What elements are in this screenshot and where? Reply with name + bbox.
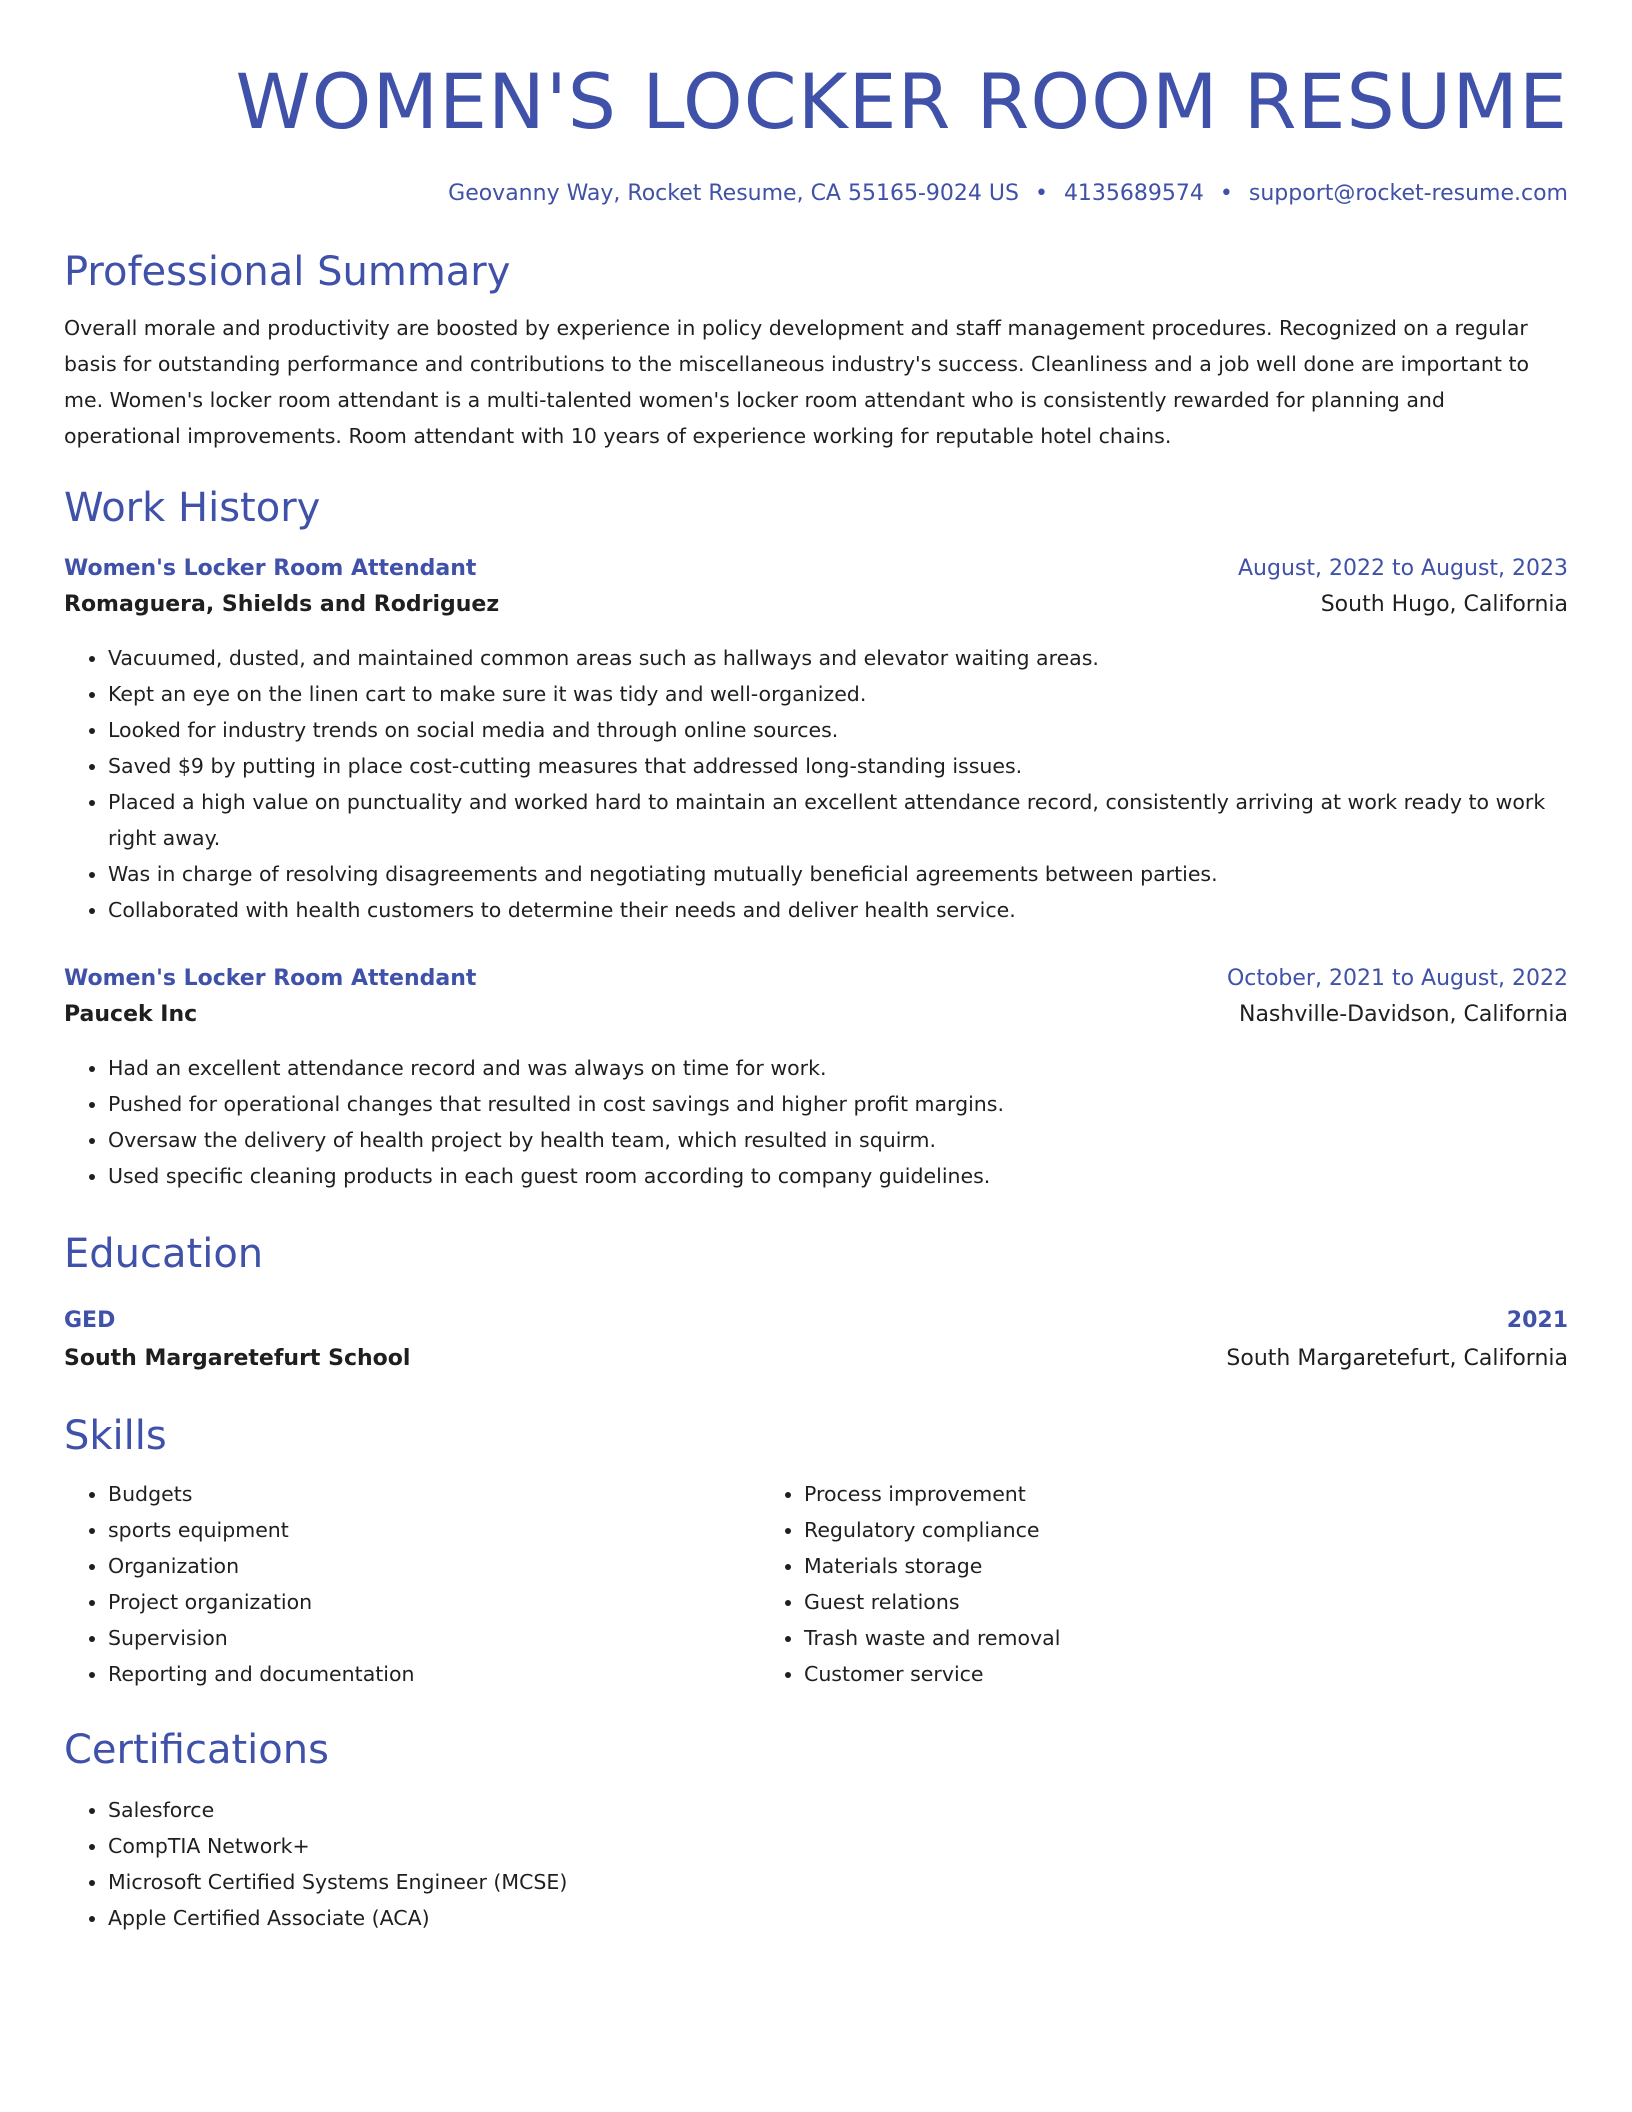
- education-entry: [64, 1302, 1568, 1378]
- list-item: • Pushed for operational changes that resulted in cost savings and higher profit margins.: [108, 1086, 1568, 1122]
- job-location: Nashville-Davidson, California: [1238, 1002, 1568, 1027]
- job-duties-list: [64, 1050, 1568, 1194]
- job-location: South Hugo, California: [1320, 592, 1568, 617]
- list-item: • Salesforce: [108, 1792, 1568, 1828]
- list-item: • Supervision: [108, 1620, 760, 1656]
- job-entry: [64, 552, 1568, 928]
- education-location: South Margaretefurt, California: [1226, 1346, 1568, 1371]
- list-item: • Placed a high value on punctuality and worked hard to maintain an excellent attendance record, consistently arriving at work ready to work right away.: [108, 784, 1568, 856]
- list-item: • Budgets: [108, 1476, 760, 1512]
- contact-email: support@rocket-resume.com: [1248, 181, 1568, 206]
- list-item: • Trash waste and removal: [804, 1620, 1456, 1656]
- contact-separator: •: [1034, 181, 1048, 206]
- education-header-row: [64, 1302, 1568, 1340]
- list-item: • Apple Certified Associate (ACA): [108, 1900, 1568, 1936]
- job-title: Women's Locker Room Attendant: [64, 966, 477, 991]
- list-item: • Reporting and documentation: [108, 1656, 760, 1692]
- contact-address: Geovanny Way, Rocket Resume, CA 55165-9024 US: [448, 181, 1019, 206]
- skills-columns: [64, 1476, 1568, 1692]
- skills-section: [64, 1410, 1568, 1692]
- resume-header: [64, 0, 1568, 210]
- list-item: • Was in charge of resolving disagreements and negotiating mutually beneficial agreements between parties.: [108, 856, 1568, 892]
- list-item: • Had an excellent attendance record and was always on time for work.: [108, 1050, 1568, 1086]
- list-item: • CompTIA Network+: [108, 1828, 1568, 1864]
- section-heading-summary: Professional Summary: [64, 249, 511, 295]
- list-item: • sports equipment: [108, 1512, 760, 1548]
- education-school-row: [64, 1340, 1568, 1378]
- education-year: 2021: [1506, 1308, 1568, 1333]
- skills-list-left: [64, 1476, 760, 1692]
- job-entry: [64, 962, 1568, 1194]
- education-degree: GED: [64, 1308, 116, 1333]
- skills-list-right: [760, 1476, 1456, 1692]
- list-item: • Looked for industry trends on social media and through online sources.: [108, 712, 1568, 748]
- list-item: • Materials storage: [804, 1548, 1456, 1584]
- job-title: Women's Locker Room Attendant: [64, 556, 477, 581]
- job-header-row: [64, 962, 1568, 996]
- list-item: • Guest relations: [804, 1584, 1456, 1620]
- contact-line: [64, 178, 1568, 210]
- list-item: • Microsoft Certified Systems Engineer (MCSE): [108, 1864, 1568, 1900]
- section-heading-education: Education: [64, 1231, 264, 1277]
- list-item: • Vacuumed, dusted, and maintained common areas such as hallways and elevator waiting areas.: [108, 640, 1568, 676]
- job-company: Paucek Inc: [64, 1002, 198, 1027]
- contact-phone: 4135689574: [1063, 181, 1204, 206]
- section-heading-certifications: Certifications: [64, 1727, 329, 1773]
- list-item: • Customer service: [804, 1656, 1456, 1692]
- list-item: • Kept an eye on the linen cart to make sure it was tidy and well-organized.: [108, 676, 1568, 712]
- summary-section: [64, 246, 1568, 454]
- list-item: • Used specific cleaning products in each guest room according to company guidelines.: [108, 1158, 1568, 1194]
- list-item: • Regulatory compliance: [804, 1512, 1456, 1548]
- job-company-row: [64, 586, 1568, 624]
- list-item: • Process improvement: [804, 1476, 1456, 1512]
- certifications-list: [64, 1792, 1568, 1936]
- contact-separator: •: [1219, 181, 1233, 206]
- summary-text: Overall morale and productivity are boosted by experience in policy development and staff management procedures. Recognized on a regular basis for outstanding performance and contributions to the miscellaneous industry's success. Cleanliness and a job well done are important to me. Women's locker room attendant is a multi-talented women's locker room attendant who is consistently rewarded for planning and operational improvements. Room attendant with 10 years of experience working for reputable hotel chains.: [64, 316, 1530, 448]
- work-history-section: [64, 482, 1568, 1194]
- section-heading-skills: Skills: [64, 1413, 167, 1459]
- list-item: • Organization: [108, 1548, 760, 1584]
- job-company: Romaguera, Shields and Rodriguez: [64, 592, 500, 617]
- education-school: South Margaretefurt School: [64, 1346, 411, 1371]
- job-company-row: [64, 996, 1568, 1034]
- resume-title: WOMEN'S LOCKER ROOM RESUME: [235, 57, 1568, 146]
- list-item: • Oversaw the delivery of health project by health team, which resulted in squirm.: [108, 1122, 1568, 1158]
- job-dates: October, 2021 to August, 2022: [1226, 966, 1568, 991]
- job-dates: August, 2022 to August, 2023: [1238, 556, 1568, 581]
- section-heading-work-history: Work History: [64, 485, 321, 531]
- list-item: • Saved $9 by putting in place cost-cutting measures that addressed long-standing issues.: [108, 748, 1568, 784]
- certifications-section: [64, 1724, 1568, 1936]
- list-item: • Project organization: [108, 1584, 760, 1620]
- job-header-row: [64, 552, 1568, 586]
- education-section: [64, 1228, 1568, 1378]
- list-item: • Collaborated with health customers to determine their needs and deliver health service.: [108, 892, 1568, 928]
- job-duties-list: [64, 640, 1568, 928]
